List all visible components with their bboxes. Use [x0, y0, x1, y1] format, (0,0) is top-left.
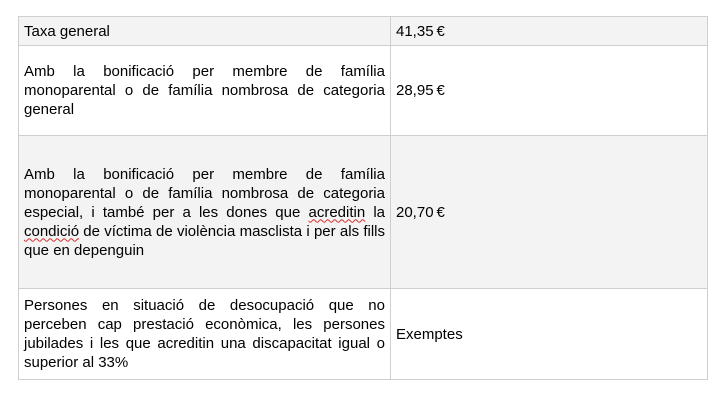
spellcheck-flagged-word: condició: [24, 222, 80, 240]
description-text: de víctima de violència masclista i per als fills que en depenguin: [24, 222, 385, 259]
description-text: la: [365, 203, 386, 221]
fee-description-cell: Persones en situació de desocupació que no perceben cap prestació econòmica, les persones jubilades i les que acreditin una discapacitat igual o superior al 33%: [19, 289, 391, 380]
description-text: Amb la bonificació per membre de família monoparental o de família nombrosa de categoria especial, i també per a les dones que: [24, 165, 385, 221]
fee-amount-cell: 20,70 €: [391, 136, 708, 289]
table-row: [19, 46, 708, 136]
fee-description-cell: Amb la bonificació per membre de família monoparental o de família nombrosa de categoria general: [19, 46, 391, 136]
fee-amount-cell: 41,35 €: [391, 17, 708, 46]
table-row: [19, 136, 708, 289]
table-row: [19, 17, 708, 46]
spellcheck-flagged-word: acreditin: [308, 203, 366, 221]
fees-table: [18, 16, 708, 380]
fee-description-cell: [19, 136, 391, 289]
fee-amount-cell: Exemptes: [391, 289, 708, 380]
table-row: [19, 289, 708, 380]
fee-amount-cell: 28,95 €: [391, 46, 708, 136]
fee-description-cell: Taxa general: [19, 17, 391, 46]
